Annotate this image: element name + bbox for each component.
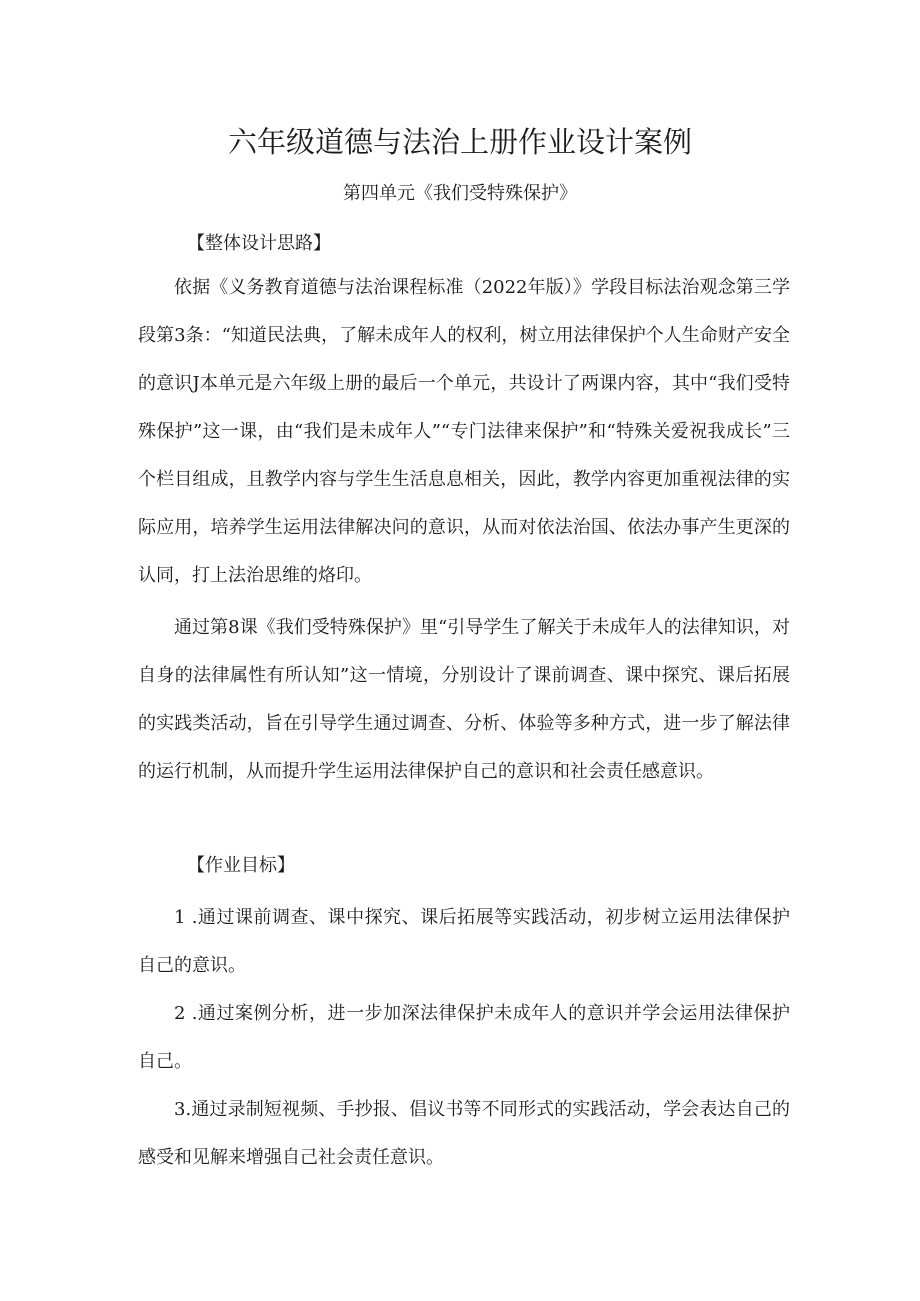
goal-item-3: 3.通过录制短视频、手抄报、倡议书等不同形式的实践活动，学会表达自己的感受和见解来增强自己社会责任意识。: [138, 1099, 790, 1168]
paragraph-lesson-activities: 通过第8课《我们受特殊保护》里“引导学生了解关于未成年人的法律知识，对自身的法律属性有所认知”这一情境，分别设计了课前调查、课中探究、课后拓展的实践类活动，旨在引导学生通过调查、分析、体验等多种方式，进一步了解法律的运行机制，从而提升学生运用法律保护自己的意识和社会责任感意识。: [138, 617, 790, 782]
section-heading-design-idea: 【整体设计思路】: [187, 233, 331, 254]
document-subtitle: 第四单元《我们受特殊保护》: [343, 183, 577, 204]
document-title: 六年级道德与法治上册作业设计案例: [227, 125, 692, 159]
paragraph-design-basis: 依据《义务教育道德与法治课程标准（2022年版）》学段目标法治观念第三学段第3条：“知道民法典，了解未成年人的权利，树立用法律保护个人生命财产安全的意识J本单元是六年级上册的最后一个单元，共设计了两课内容，其中“我们受特殊保护”这一课，由“我们是未成年人”“专门法律来保护”和“特殊关爱祝我成长”三个栏目组成，且教学内容与学生生活息息相关，因此，教学内容更加重视法律的实际应用，培养学生运用法律解决问的意识，从而对依法治国、依法办事产生更深的认同，打上法治思维的烙印。: [138, 277, 790, 586]
section-heading-goals: 【作业目标】: [187, 855, 295, 876]
goal-item-2: 2 .通过案例分析，进一步加深法律保护未成年人的意识并学会运用法律保护自己。: [138, 1003, 790, 1072]
goal-item-1: 1 .通过课前调查、课中探究、课后拓展等实践活动，初步树立运用法律保护自己的意识。: [138, 907, 790, 976]
